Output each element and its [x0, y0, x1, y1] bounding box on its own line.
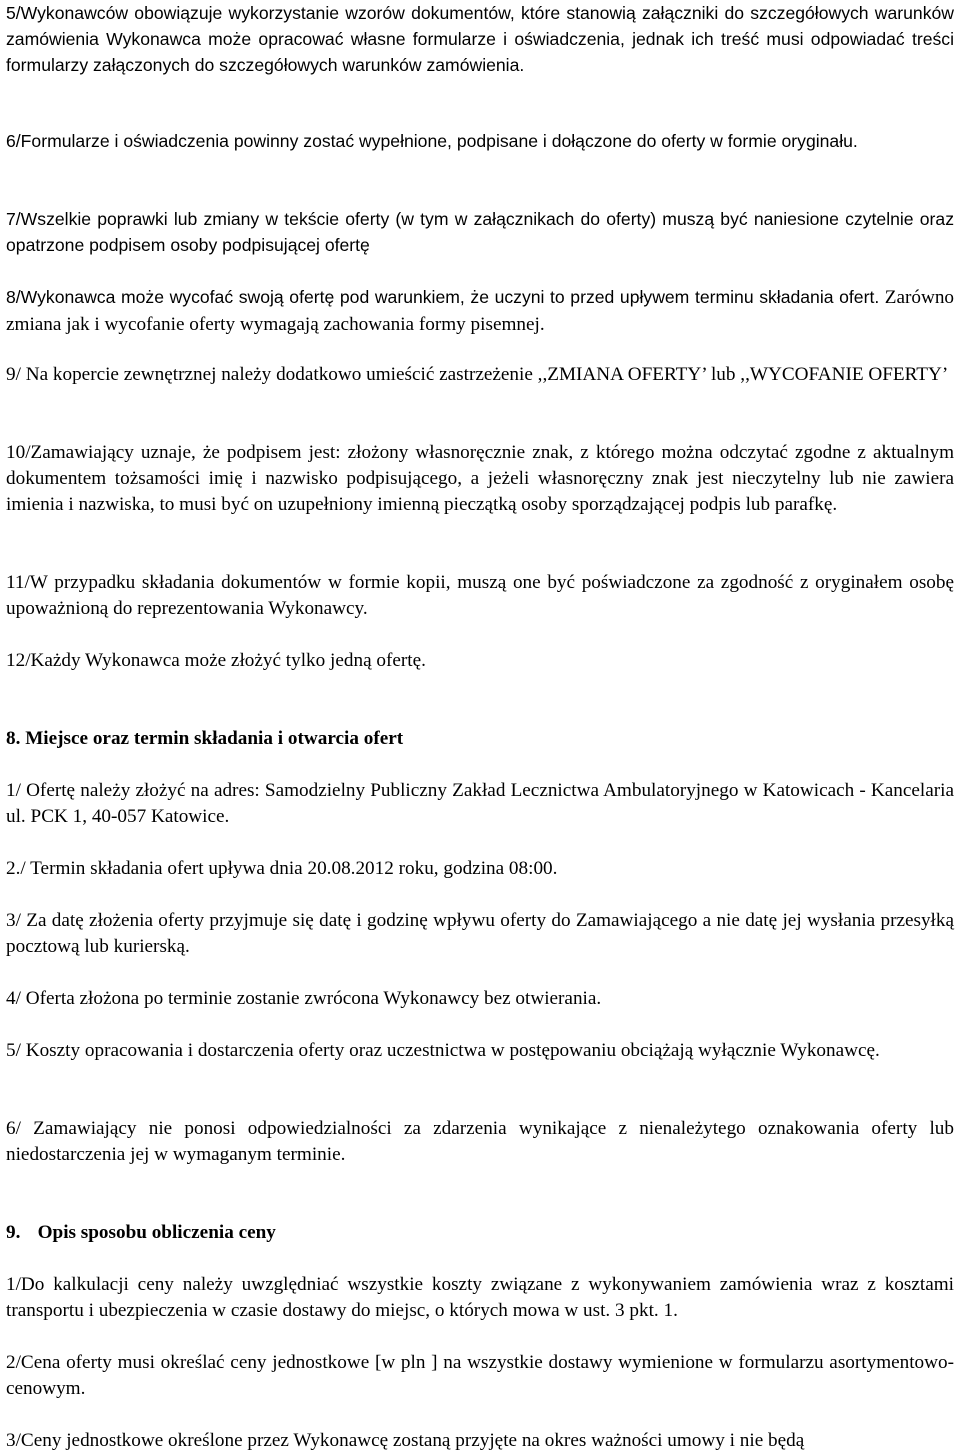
section-8-item-1: 1/ Ofertę należy złożyć na adres: Samodzielny Publiczny Zakład Lecznictwa Ambulatoryjnego w Katowicach - Kancelaria ul. PCK 1, 40-057 Katowice. — [6, 780, 954, 827]
section-8-heading — [6, 726, 403, 752]
paragraph-8-serif-part: Zarówno zmiana jak i wycofanie oferty wymagają zachowania formy pisemnej. — [6, 287, 955, 335]
paragraph-10: 10/Zamawiający uznaje, że podpisem jest: złożony własnoręcznie znak, z którego można odczytać zgodne z aktualnym dokumentem tożsamości imię i nazwisko podpisującego, a jeżeli własnoręczny znak jest nieczytelny lub nie zawiera imienia i nazwiska, to musi być on uzupełniony imienną pieczątką osoby sporządzającej podpis lub parafkę. — [6, 442, 954, 515]
section-8-item-5: 5/ Koszty opracowania i dostarczenia oferty oraz uczestnictwa w postępowaniu obciążają wyłącznie Wykonawcę. — [6, 1040, 880, 1061]
paragraph-9: 9/ Na kopercie zewnętrznej należy dodatkowo umieścić zastrzeżenie ,,ZMIANA OFERTY’ lub ,,WYCOFANIE OFERTY’ — [6, 364, 949, 385]
paragraph-11: 11/W przypadku składania dokumentów w formie kopii, muszą one być poświadczone za zgodność z oryginałem osobę upoważnioną do reprezentowania Wykonawcy. — [6, 572, 954, 619]
section-8-item-6: 6/ Zamawiający nie ponosi odpowiedzialności za zdarzenia wynikające z nienależytego oznakowania oferty lub niedostarczenia jej w wymaganym terminie. — [6, 1118, 954, 1165]
section-8-item-4: 4/ Oferta złożona po terminie zostanie zwrócona Wykonawcy bez otwierania. — [6, 988, 602, 1009]
section-9-item-2: 2/Cena oferty musi określać ceny jednostkowe [w pln ] na wszystkie dostawy wymienione w formularzu asortymentowo- cenowym. — [6, 1352, 954, 1399]
paragraph-6: 6/Formularze i oświadczenia powinny zostać wypełnione, podpisane i dołączone do oferty w formie oryginału. — [6, 131, 858, 151]
paragraph-12: 12/Każdy Wykonawca może złożyć tylko jedną ofertę. — [6, 650, 426, 671]
section-9-heading — [6, 1220, 276, 1246]
section-8-item-3: 3/ Za datę złożenia oferty przyjmuje się datę i godzinę wpływu oferty do Zamawiającego a nie datę jej wysłania przesyłką pocztową lub kurierską. — [6, 910, 954, 957]
section-9-item-1: 1/Do kalkulacji ceny należy uwzględniać wszystkie koszty związane z wykonywaniem zamówienia wraz z kosztami transportu i ubezpieczenia w czasie dostawy do miejsc, o których mowa w ust. 3 pkt. 1. — [6, 1274, 954, 1321]
section-9-item-3: 3/Ceny jednostkowe określone przez Wykonawcę zostaną przyjęte na okres ważności umowy i nie będą — [6, 1430, 805, 1451]
paragraph-8 — [6, 284, 954, 339]
section-8-title: Miejsce oraz termin składania i otwarcia ofert — [20, 728, 404, 749]
section-8-number: 8. — [6, 728, 21, 749]
section-9-number: 9. — [6, 1222, 21, 1243]
paragraph-5: 5/Wykonawców obowiązuje wykorzystanie wzorów dokumentów, które stanowią załączniki do szczegółowych warunków zamówienia Wykonawca może opracować własne formularze i oświadczenia, jednak ich treść musi odpowiadać treści formularzy załączonych do szczegółowych warunków zamówienia. — [6, 3, 954, 75]
section-9-title: Opis sposobu obliczenia ceny — [37, 1222, 276, 1243]
section-8-item-2: 2./ Termin składania ofert upływa dnia 20.08.2012 roku, godzina 08:00. — [6, 858, 558, 879]
paragraph-8-sans-part: 8/Wykonawca może wycofać swoją ofertę pod warunkiem, że uczyni to przed upływem terminu składania ofert. — [6, 287, 880, 307]
paragraph-7: 7/Wszelkie poprawki lub zmiany w tekście oferty (w tym w załącznikach do oferty) muszą być naniesione czytelnie oraz opatrzone podpisem osoby podpisującej ofertę — [6, 209, 954, 255]
